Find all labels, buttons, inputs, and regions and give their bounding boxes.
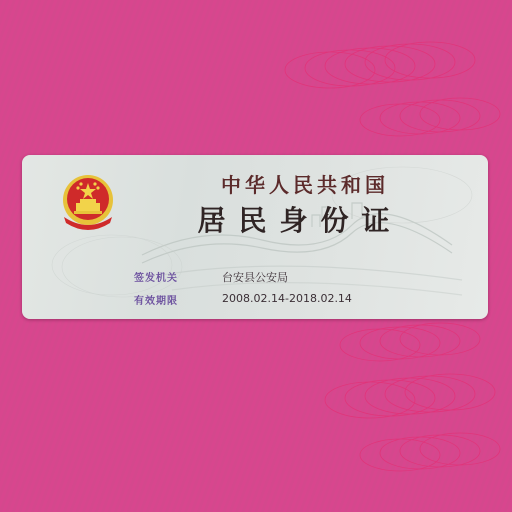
issuing-authority-label: 签发机关	[134, 273, 178, 284]
card-subtitle: 居民身份证	[197, 204, 403, 237]
id-card	[22, 155, 488, 319]
validity-period-value: 2008.02.14-2018.02.14	[222, 292, 352, 305]
card-title: 中华人民共和国	[221, 173, 389, 197]
validity-period-label: 有效期限	[134, 296, 178, 307]
national-emblem-icon	[50, 167, 130, 237]
issuing-authority-value: 台安县公安局	[222, 271, 288, 284]
